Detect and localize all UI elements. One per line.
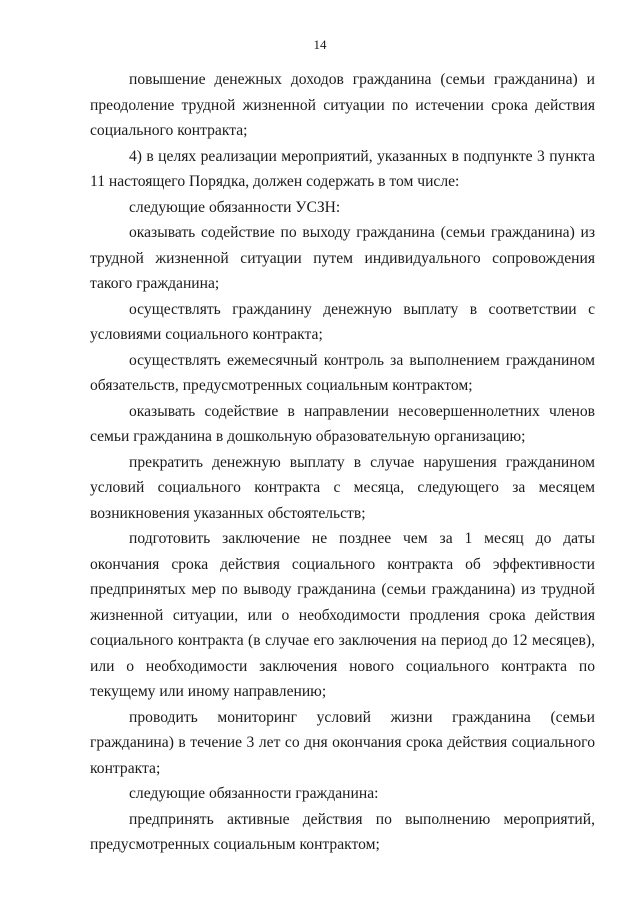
paragraph: предпринять активные действия по выполнению мероприятий, предусмотренных социальным контрактом;	[90, 810, 595, 853]
page-number: 14	[313, 37, 327, 52]
paragraph: прекратить денежную выплату в случае нарушения гражданином условий социального контракта с месяца, следующего за месяцем возникновения указанных обстоятельств;	[90, 453, 595, 522]
document-body	[90, 67, 595, 858]
paragraph: проводить мониторинг условий жизни гражданина (семьи гражданина) в течение 3 лет со дня окончания срока действия социального контракта;	[90, 708, 595, 777]
paragraph: повышение денежных доходов гражданина (семьи гражданина) и преодоление трудной жизненной ситуации по истечении срока действия социального контракта;	[90, 71, 595, 139]
paragraph: 4) в целях реализации мероприятий, указанных в подпункте 3 пункта 11 настоящего Порядка, должен содержать в том числе:	[90, 147, 595, 190]
paragraph: следующие обязанности УСЗН:	[129, 198, 341, 216]
paragraph: осуществлять гражданину денежную выплату в соответствии с условиями социального контракта;	[90, 300, 595, 343]
paragraph: подготовить заключение не позднее чем за 1 месяц до даты окончания срока действия социального контракта об эффективности предпринятых мер по выводу гражданина (семьи гражданина) из трудной жизненной ситуации, или о необходимости продления срока действия социального контракта (в случае его заключения на период до 12 месяцев), или о необходимости заключения нового социального контракта по текущему или иному направлению;	[90, 530, 595, 700]
paragraph: осуществлять ежемесячный контроль за выполнением гражданином обязательств, предусмотренных социальным контрактом;	[90, 351, 595, 394]
paragraph: оказывать содействие в направлении несовершеннолетних членов семьи гражданина в дошкольную образовательную организацию;	[90, 402, 595, 445]
paragraph: следующие обязанности гражданина:	[129, 785, 379, 802]
paragraph: оказывать содействие по выходу гражданина (семьи гражданина) из трудной жизненной ситуации путем индивидуального сопровождения такого гражданина;	[90, 224, 595, 292]
